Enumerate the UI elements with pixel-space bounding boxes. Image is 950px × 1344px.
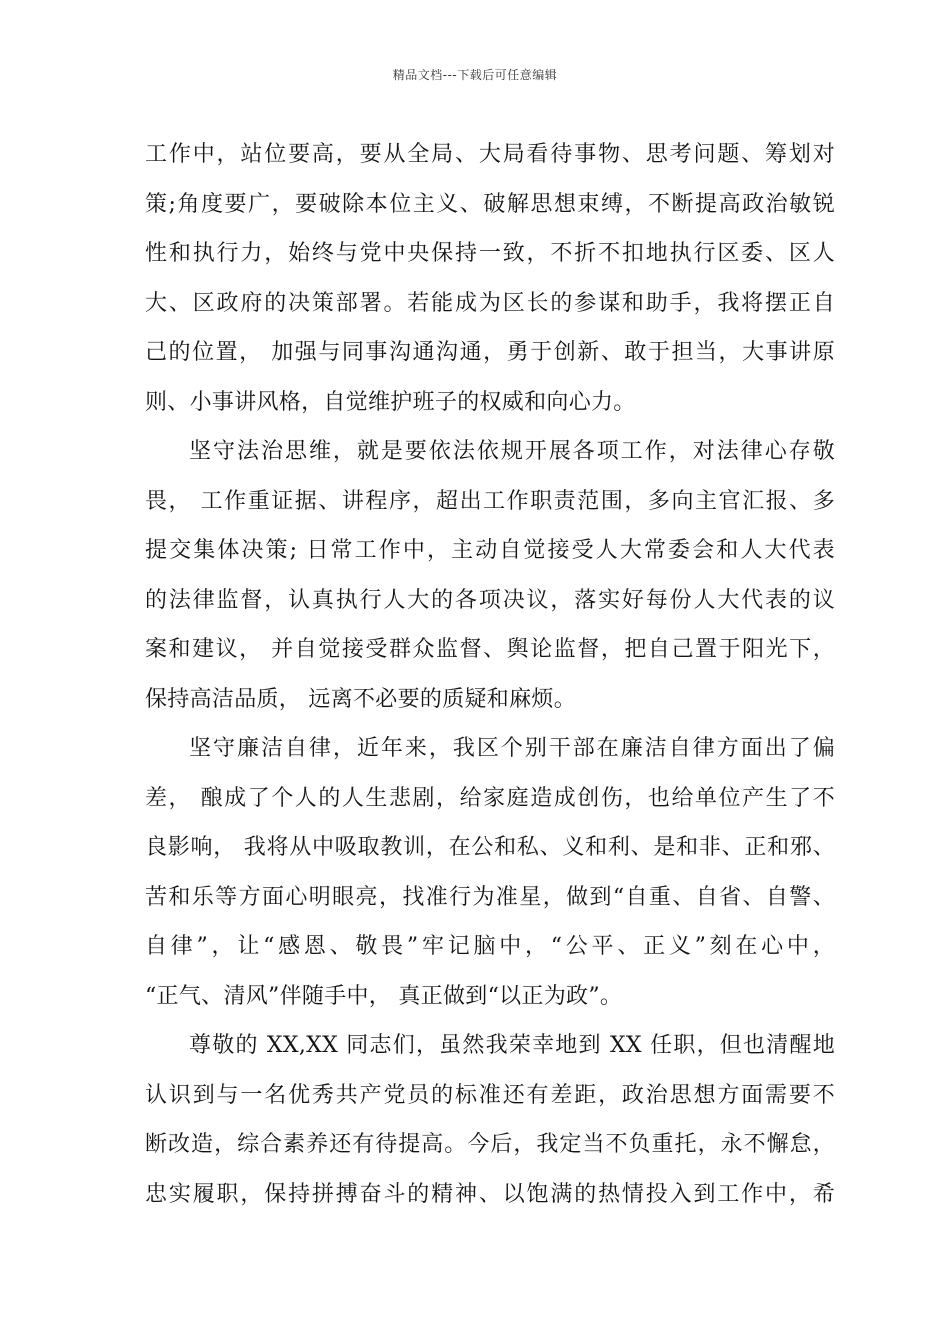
paragraph-4 xyxy=(145,1021,835,1219)
paragraph-2 xyxy=(145,427,835,724)
text-line: 畏， 工作重证据、讲程序，超出工作职责范围，多向主官汇报、多 xyxy=(145,488,835,514)
body-text xyxy=(145,130,835,1219)
text-line: 苦和乐等方面心明眼亮，找准行为准星，做到“自重、自省、自警、 xyxy=(145,884,835,910)
text-line: 差， 酿成了个人的人生悲剧，给家庭造成创伤，也给单位产生了不 xyxy=(145,785,835,811)
text-line: 断改造，综合素养还有待提高。今后，我定当不负重托，永不懈怠， xyxy=(145,1132,835,1157)
text-line: 认识到与一名优秀共产党员的标准还有差距，政治思想方面需要不 xyxy=(145,1082,835,1108)
text-line: 自律”，让“感恩、敬畏”牢记脑中，“公平、正义”刻在心中， xyxy=(145,934,835,959)
text-line: 忠实履职，保持拼搏奋斗的精神、以饱满的热情投入到工作中，希 xyxy=(145,1181,835,1207)
text-line: 保持高洁品质， 远离不必要的质疑和麻烦。 xyxy=(145,686,576,712)
text-line: 尊敬的 XX,XX 同志们，虽然我荣幸地到 XX 任职，但也清醒地 xyxy=(189,1033,835,1058)
text-line: 坚守廉洁自律，近年来，我区个别干部在廉洁自律方面出了偏 xyxy=(189,736,835,761)
page-header: 精品文档---下载后可任意编辑 xyxy=(392,68,558,82)
text-line: 己的位置， 加强与同事沟通沟通，勇于创新、敢于担当，大事讲原 xyxy=(145,340,835,365)
text-line: 工作中，站位要高，要从全局、大局看待事物、思考问题、筹划对 xyxy=(145,142,835,167)
text-line: 则、小事讲风格，自觉维护班子的权威和向心力。 xyxy=(145,389,636,415)
text-line: 坚守法治思维，就是要依法依规开展各项工作，对法律心存敬 xyxy=(189,439,835,464)
text-line: 的法律监督，认真执行人大的各项决议，落实好每份人大代表的议 xyxy=(145,587,835,613)
text-line: 性和执行力，始终与党中央保持一致，不折不扣地执行区委、区人 xyxy=(145,241,835,266)
text-line: 大、区政府的决策部署。若能成为区长的参谋和助手，我将摆正自 xyxy=(145,290,835,316)
text-line: 良影响， 我将从中吸取教训，在公和私、义和利、是和非、正和邪、 xyxy=(145,835,835,860)
text-line: “正气、清风”伴随手中， 真正做到“以正为政”。 xyxy=(145,983,623,1009)
paragraph-3 xyxy=(145,724,835,1021)
text-line: 策;角度要广，要破除本位主义、破解思想束缚，不断提高政治敏锐 xyxy=(145,191,835,217)
paragraph-1 xyxy=(145,130,835,427)
text-line: 提交集体决策; 日常工作中，主动自觉接受人大常委会和人大代表 xyxy=(145,538,835,563)
text-line: 案和建议， 并自觉接受群众监督、舆论监督，把自己置于阳光下， xyxy=(145,637,835,662)
